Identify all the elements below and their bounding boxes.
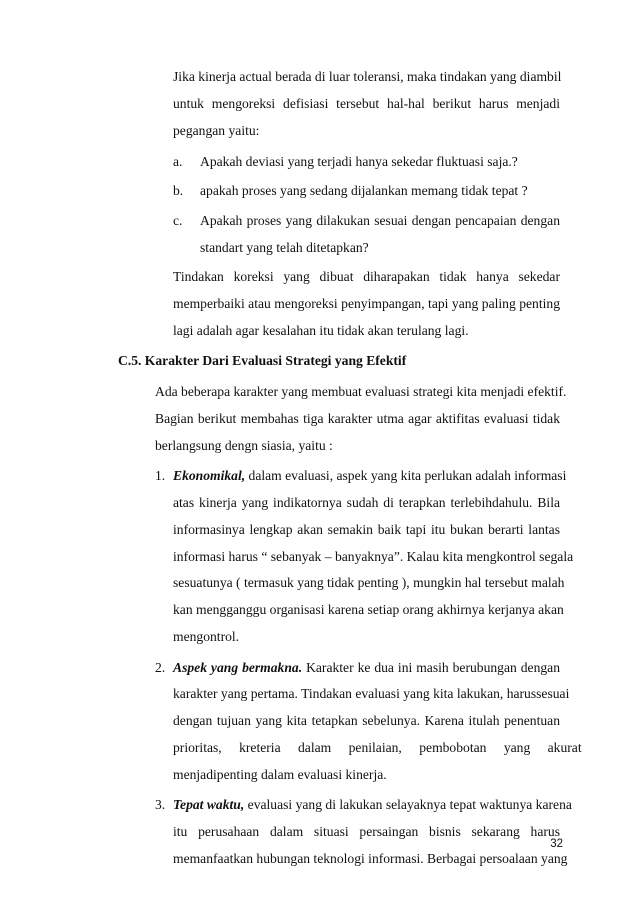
item-2-line: menjadipenting dalam evaluasi kinerja. (173, 767, 387, 782)
item-3-line: memanfaatkan hubungan teknologi informasi. Berbagai persoalaan yang (173, 851, 568, 866)
item-1-line: kan mengganggu organisasi karena setiap orang akhirnya kerjanya akan (173, 602, 564, 617)
item-1-first-line-rest: dalam evaluasi, aspek yang kita perlukan adalah informasi (245, 468, 567, 483)
page-number: 32 (550, 838, 563, 850)
item-2-line: prioritas, kreteria dalam penilaian, pembobotan yang akurat (173, 740, 582, 755)
intro-line-1: Jika kinerja actual berada di luar toleransi, maka tindakan yang diambil (173, 69, 562, 84)
intro-line-2: untuk mengoreksi defisiasi tersebut hal-hal berikut harus menjadi (173, 96, 560, 111)
question-c-line-1: Apakah proses yang dilakukan sesuai dengan pencapaian dengan (200, 213, 560, 228)
section-heading: C.5. Karakter Dari Evaluasi Strategi yang Efektif (118, 353, 407, 368)
corrective-line-1: Tindakan koreksi yang dibuat diharapakan tidak hanya sekedar (173, 269, 560, 284)
item-3-line: itu perusahaan dalam situasi persaingan bisnis sekarang harus (173, 824, 560, 839)
item-1-line: mengontrol. (173, 629, 240, 644)
question-a-line-1: Apakah deviasi yang terjadi hanya sekedar fluktuasi saja.? (200, 154, 518, 169)
question-c-line-2: standart yang telah ditetapkan? (200, 240, 369, 255)
item-3-first-line (173, 796, 572, 814)
section-intro-line-2: Bagian berikut membahas tiga karakter utma agar aktifitas evaluasi tidak (155, 411, 560, 426)
item-1-line: atas kinerja yang indikatornya sudah di terapkan terlebihdahulu. Bila (173, 495, 560, 510)
item-1-line: informasinya lengkap akan semakin baik tapi itu bukan berarti lantas (173, 522, 560, 537)
item-1-line: informasi harus “ sebanyak – banyaknya”. Kalau kita mengkontrol segala (173, 549, 574, 564)
corrective-line-2: memperbaiki atau mengoreksi penyimpangan, tapi yang paling penting (173, 296, 560, 311)
item-1-term: Ekonomikal, (173, 468, 246, 483)
section-intro-line-1: Ada beberapa karakter yang membuat evaluasi strategi kita menjadi efektif. (155, 384, 567, 399)
item-3-first-line-rest: evaluasi yang di lakukan selayaknya tepat waktunya karena (244, 797, 572, 812)
item-number-3: 3. (155, 797, 166, 812)
corrective-line-3: lagi adalah agar kesalahan itu tidak akan terulang lagi. (173, 323, 469, 338)
item-number-2: 2. (155, 660, 166, 675)
item-2-term: Aspek yang bermakna. (173, 660, 303, 675)
question-label-c: c. (173, 213, 183, 228)
item-1-first-line (173, 467, 567, 485)
item-2-line: dengan tujuan yang kita tetapkan sebelunya. Karena itulah penentuan (173, 713, 560, 728)
section-intro-line-3: berlangsung dengn siasia, yaitu : (155, 438, 333, 453)
question-b-line-1: apakah proses yang sedang dijalankan memang tidak tepat ? (200, 183, 528, 198)
item-1-line: sesuatunya ( termasuk yang tidak penting ), mungkin hal tersebut malah (173, 575, 565, 590)
intro-line-3: pegangan yaitu: (173, 123, 260, 138)
item-number-1: 1. (155, 468, 166, 483)
item-2-first-line-rest: Karakter ke dua ini masih berubungan dengan (302, 660, 561, 675)
item-3-term: Tepat waktu, (173, 797, 245, 812)
item-2-first-line (173, 659, 560, 677)
question-label-b: b. (173, 183, 184, 198)
item-2-line: karakter yang pertama. Tindakan evaluasi yang kita lakukan, harussesuai (173, 686, 570, 701)
question-label-a: a. (173, 154, 183, 169)
